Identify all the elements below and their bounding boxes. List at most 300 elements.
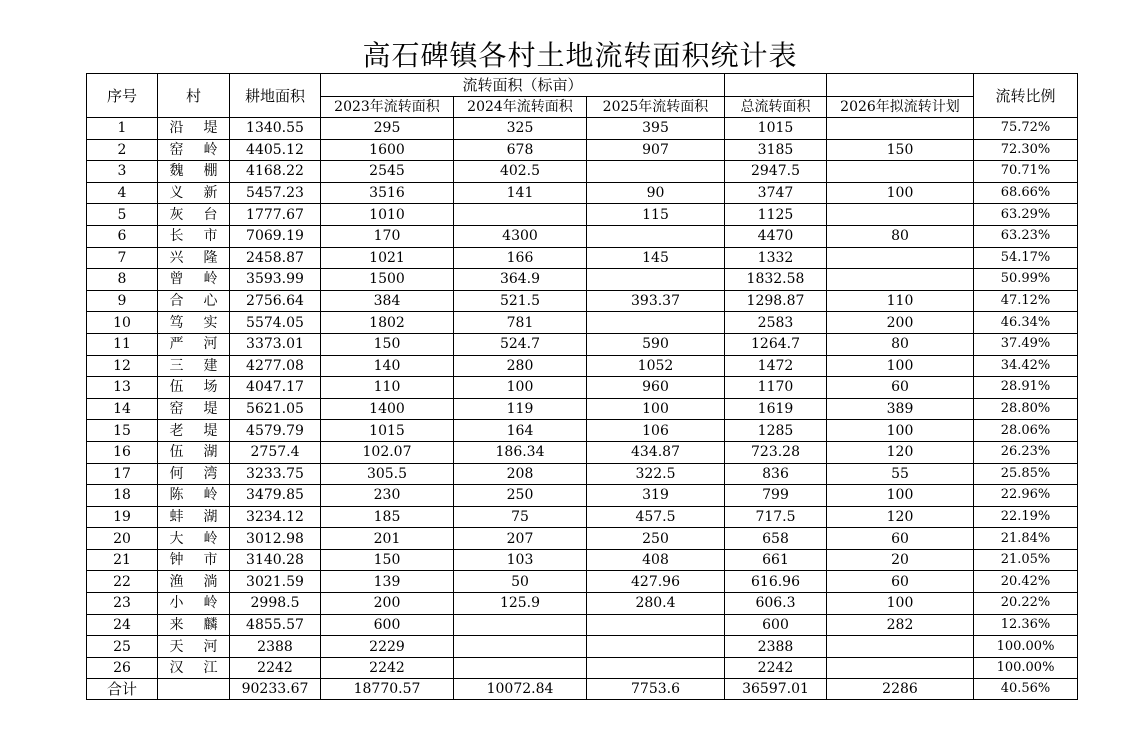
cell-y2024: 125.9	[454, 593, 587, 615]
cell-ratio: 63.23%	[974, 225, 1078, 247]
cell-total: 1472	[725, 355, 827, 377]
total-row	[87, 679, 1078, 700]
cell-seq: 1	[87, 118, 158, 140]
cell-plan2026: 100	[827, 485, 974, 507]
cell-plan2026: 110	[827, 290, 974, 312]
cell-y2025	[587, 312, 725, 334]
header-empty-plan-top	[827, 74, 974, 97]
cell-village	[158, 528, 230, 550]
header-ratio: 流转比例	[974, 74, 1078, 118]
cell-seq: 9	[87, 290, 158, 312]
cell-farmland: 1777.67	[230, 204, 321, 226]
cell-y2023: 2545	[321, 161, 454, 183]
cell-y2024: 208	[454, 463, 587, 485]
cell-ratio: 21.84%	[974, 528, 1078, 550]
cell-village	[158, 225, 230, 247]
cell-y2024: 141	[454, 182, 587, 204]
cell-y2023: 201	[321, 528, 454, 550]
cell-plan2026: 60	[827, 571, 974, 593]
cell-seq: 3	[87, 161, 158, 183]
cell-y2025: 590	[587, 333, 725, 355]
cell-y2023: 170	[321, 225, 454, 247]
cell-seq: 24	[87, 614, 158, 636]
cell-y2024: 325	[454, 118, 587, 140]
cell-plan2026: 150	[827, 139, 974, 161]
header-y2024: 2024年流转面积	[454, 97, 587, 118]
cell-plan2026: 60	[827, 528, 974, 550]
cell-plan2026: 120	[827, 506, 974, 528]
cell-village	[158, 463, 230, 485]
cell-y2025	[587, 614, 725, 636]
cell-total: 606.3	[725, 593, 827, 615]
cell-total: 2583	[725, 312, 827, 334]
cell-total: 3747	[725, 182, 827, 204]
cell-seq: 17	[87, 463, 158, 485]
total-ratio: 40.56%	[974, 679, 1078, 700]
table-row	[87, 657, 1078, 679]
cell-y2023: 1500	[321, 269, 454, 291]
cell-village	[158, 204, 230, 226]
cell-ratio: 25.85%	[974, 463, 1078, 485]
cell-total: 616.96	[725, 571, 827, 593]
table-row	[87, 182, 1078, 204]
cell-farmland: 3012.98	[230, 528, 321, 550]
cell-plan2026: 100	[827, 355, 974, 377]
header-plan2026: 2026年拟流转计划	[827, 97, 974, 118]
cell-y2023: 384	[321, 290, 454, 312]
cell-y2023: 1600	[321, 139, 454, 161]
village-name: 大岭	[169, 530, 218, 547]
cell-y2025: 457.5	[587, 506, 725, 528]
cell-village	[158, 118, 230, 140]
cell-total: 1125	[725, 204, 827, 226]
cell-village	[158, 420, 230, 442]
village-name: 蚌湖	[169, 508, 218, 525]
village-name: 汉江	[169, 660, 218, 677]
cell-total: 836	[725, 463, 827, 485]
village-name: 小岭	[169, 595, 218, 612]
village-name: 来麟	[169, 616, 218, 633]
cell-y2025	[587, 636, 725, 658]
cell-farmland: 2998.5	[230, 593, 321, 615]
header-y2025: 2025年流转面积	[587, 97, 725, 118]
total-farmland: 90233.67	[230, 679, 321, 700]
cell-farmland: 5574.05	[230, 312, 321, 334]
cell-ratio: 47.12%	[974, 290, 1078, 312]
cell-village	[158, 247, 230, 269]
cell-plan2026	[827, 161, 974, 183]
cell-seq: 25	[87, 636, 158, 658]
cell-y2024: 364.9	[454, 269, 587, 291]
cell-total: 1264.7	[725, 333, 827, 355]
cell-y2025: 106	[587, 420, 725, 442]
cell-village	[158, 161, 230, 183]
village-name: 义新	[169, 185, 218, 202]
cell-plan2026: 100	[827, 420, 974, 442]
cell-ratio: 34.42%	[974, 355, 1078, 377]
cell-y2024: 678	[454, 139, 587, 161]
cell-farmland: 7069.19	[230, 225, 321, 247]
cell-ratio: 21.05%	[974, 549, 1078, 571]
cell-y2023: 139	[321, 571, 454, 593]
header-row-1	[87, 74, 1078, 97]
cell-y2024: 280	[454, 355, 587, 377]
table-row	[87, 247, 1078, 269]
cell-plan2026: 80	[827, 333, 974, 355]
cell-y2025: 115	[587, 204, 725, 226]
cell-plan2026: 120	[827, 441, 974, 463]
cell-farmland: 4579.79	[230, 420, 321, 442]
cell-y2025: 907	[587, 139, 725, 161]
cell-y2023: 102.07	[321, 441, 454, 463]
cell-farmland: 4277.08	[230, 355, 321, 377]
cell-ratio: 50.99%	[974, 269, 1078, 291]
cell-ratio: 28.06%	[974, 420, 1078, 442]
cell-farmland: 3593.99	[230, 269, 321, 291]
village-name: 伍场	[169, 379, 218, 396]
cell-farmland: 3233.75	[230, 463, 321, 485]
cell-total: 2388	[725, 636, 827, 658]
cell-total: 1332	[725, 247, 827, 269]
cell-plan2026	[827, 247, 974, 269]
table-row	[87, 269, 1078, 291]
cell-y2024: 186.34	[454, 441, 587, 463]
cell-y2025	[587, 225, 725, 247]
cell-seq: 10	[87, 312, 158, 334]
cell-y2024	[454, 204, 587, 226]
cell-ratio: 22.19%	[974, 506, 1078, 528]
cell-seq: 21	[87, 549, 158, 571]
cell-y2024: 166	[454, 247, 587, 269]
table-row	[87, 118, 1078, 140]
cell-seq: 20	[87, 528, 158, 550]
cell-seq: 12	[87, 355, 158, 377]
cell-seq: 16	[87, 441, 158, 463]
cell-seq: 2	[87, 139, 158, 161]
cell-y2023: 295	[321, 118, 454, 140]
cell-village	[158, 614, 230, 636]
table-row	[87, 377, 1078, 399]
cell-ratio: 28.80%	[974, 398, 1078, 420]
table-row	[87, 614, 1078, 636]
cell-ratio: 100.00%	[974, 657, 1078, 679]
cell-y2025: 393.37	[587, 290, 725, 312]
cell-farmland: 2388	[230, 636, 321, 658]
table-row	[87, 139, 1078, 161]
table-row	[87, 571, 1078, 593]
table-row	[87, 312, 1078, 334]
cell-farmland: 2756.64	[230, 290, 321, 312]
cell-village	[158, 657, 230, 679]
cell-y2024: 521.5	[454, 290, 587, 312]
cell-total: 1285	[725, 420, 827, 442]
cell-y2024: 781	[454, 312, 587, 334]
land-transfer-table	[86, 73, 1078, 700]
cell-y2025: 250	[587, 528, 725, 550]
cell-y2024: 50	[454, 571, 587, 593]
village-name: 曾岭	[169, 271, 218, 288]
cell-total: 1619	[725, 398, 827, 420]
cell-farmland: 2242	[230, 657, 321, 679]
cell-village	[158, 290, 230, 312]
cell-village	[158, 485, 230, 507]
village-name: 沿堤	[169, 120, 218, 137]
cell-seq: 4	[87, 182, 158, 204]
cell-y2023: 1400	[321, 398, 454, 420]
cell-y2023: 230	[321, 485, 454, 507]
cell-ratio: 12.36%	[974, 614, 1078, 636]
cell-farmland: 2458.87	[230, 247, 321, 269]
cell-farmland: 4855.57	[230, 614, 321, 636]
cell-village	[158, 312, 230, 334]
village-name: 合心	[169, 293, 218, 310]
cell-y2024: 103	[454, 549, 587, 571]
cell-seq: 13	[87, 377, 158, 399]
total-label: 合计	[87, 679, 158, 700]
cell-farmland: 1340.55	[230, 118, 321, 140]
cell-y2025: 280.4	[587, 593, 725, 615]
cell-y2025: 960	[587, 377, 725, 399]
cell-y2025: 434.87	[587, 441, 725, 463]
cell-total: 600	[725, 614, 827, 636]
cell-y2024: 100	[454, 377, 587, 399]
table-row	[87, 485, 1078, 507]
cell-farmland: 3234.12	[230, 506, 321, 528]
cell-village	[158, 182, 230, 204]
cell-ratio: 63.29%	[974, 204, 1078, 226]
cell-seq: 8	[87, 269, 158, 291]
cell-seq: 11	[87, 333, 158, 355]
cell-total: 799	[725, 485, 827, 507]
cell-ratio: 46.34%	[974, 312, 1078, 334]
cell-village	[158, 571, 230, 593]
cell-ratio: 28.91%	[974, 377, 1078, 399]
cell-seq: 15	[87, 420, 158, 442]
cell-plan2026: 100	[827, 593, 974, 615]
sheet-title: 高石碑镇各村土地流转面积统计表	[362, 39, 798, 72]
header-total: 总流转面积	[725, 97, 827, 118]
cell-village	[158, 398, 230, 420]
header-empty-total-top	[725, 74, 827, 97]
village-name: 兴隆	[169, 249, 218, 266]
cell-ratio: 100.00%	[974, 636, 1078, 658]
cell-total: 723.28	[725, 441, 827, 463]
cell-total: 1170	[725, 377, 827, 399]
cell-plan2026: 20	[827, 549, 974, 571]
table-row	[87, 549, 1078, 571]
cell-total: 2947.5	[725, 161, 827, 183]
cell-village	[158, 593, 230, 615]
cell-y2024: 250	[454, 485, 587, 507]
cell-farmland: 3373.01	[230, 333, 321, 355]
cell-y2025: 408	[587, 549, 725, 571]
table-row	[87, 204, 1078, 226]
village-name: 陈岭	[169, 487, 218, 504]
village-name: 伍湖	[169, 444, 218, 461]
cell-farmland: 3140.28	[230, 549, 321, 571]
cell-y2023: 200	[321, 593, 454, 615]
cell-farmland: 4168.22	[230, 161, 321, 183]
cell-total: 1015	[725, 118, 827, 140]
cell-seq: 18	[87, 485, 158, 507]
total-plan2026: 2286	[827, 679, 974, 700]
cell-ratio: 37.49%	[974, 333, 1078, 355]
cell-plan2026: 282	[827, 614, 974, 636]
cell-y2025: 319	[587, 485, 725, 507]
total-y2025: 7753.6	[587, 679, 725, 700]
table-row	[87, 161, 1078, 183]
village-name: 窑岭	[169, 141, 218, 158]
village-name: 天河	[169, 638, 218, 655]
cell-plan2026	[827, 636, 974, 658]
cell-farmland: 5621.05	[230, 398, 321, 420]
cell-seq: 14	[87, 398, 158, 420]
cell-y2023: 150	[321, 549, 454, 571]
village-name: 三建	[169, 357, 218, 374]
village-name: 窑堤	[169, 401, 218, 418]
header-village: 村	[158, 74, 230, 118]
cell-y2025	[587, 657, 725, 679]
cell-village	[158, 269, 230, 291]
cell-plan2026: 60	[827, 377, 974, 399]
cell-seq: 5	[87, 204, 158, 226]
table-row	[87, 636, 1078, 658]
cell-farmland: 3021.59	[230, 571, 321, 593]
cell-village	[158, 333, 230, 355]
cell-y2023: 1802	[321, 312, 454, 334]
cell-ratio: 20.42%	[974, 571, 1078, 593]
village-name: 何湾	[169, 465, 218, 482]
cell-plan2026	[827, 118, 974, 140]
cell-y2023: 1021	[321, 247, 454, 269]
cell-y2023: 2242	[321, 657, 454, 679]
header-seq: 序号	[87, 74, 158, 118]
cell-y2025: 322.5	[587, 463, 725, 485]
table-row	[87, 355, 1078, 377]
table-row	[87, 528, 1078, 550]
cell-farmland: 5457.23	[230, 182, 321, 204]
cell-y2025: 427.96	[587, 571, 725, 593]
table-row	[87, 593, 1078, 615]
cell-y2025: 395	[587, 118, 725, 140]
cell-plan2026	[827, 657, 974, 679]
cell-village	[158, 506, 230, 528]
cell-total: 658	[725, 528, 827, 550]
cell-ratio: 72.30%	[974, 139, 1078, 161]
table-row	[87, 463, 1078, 485]
cell-total: 4470	[725, 225, 827, 247]
village-name: 灰台	[169, 206, 218, 223]
cell-total: 2242	[725, 657, 827, 679]
total-village	[158, 679, 230, 700]
cell-village	[158, 636, 230, 658]
cell-y2025	[587, 161, 725, 183]
cell-y2023: 140	[321, 355, 454, 377]
cell-y2023: 150	[321, 333, 454, 355]
cell-y2024: 4300	[454, 225, 587, 247]
cell-plan2026: 100	[827, 182, 974, 204]
total-y2023: 18770.57	[321, 679, 454, 700]
cell-ratio: 75.72%	[974, 118, 1078, 140]
cell-village	[158, 377, 230, 399]
cell-village	[158, 549, 230, 571]
cell-y2023: 2229	[321, 636, 454, 658]
table-row	[87, 333, 1078, 355]
table-row	[87, 225, 1078, 247]
cell-y2024	[454, 657, 587, 679]
table-row	[87, 441, 1078, 463]
table-row	[87, 420, 1078, 442]
cell-plan2026	[827, 269, 974, 291]
cell-ratio: 22.96%	[974, 485, 1078, 507]
cell-village	[158, 355, 230, 377]
cell-y2025: 90	[587, 182, 725, 204]
cell-plan2026: 80	[827, 225, 974, 247]
cell-y2024: 402.5	[454, 161, 587, 183]
cell-total: 1832.58	[725, 269, 827, 291]
cell-seq: 6	[87, 225, 158, 247]
cell-seq: 23	[87, 593, 158, 615]
cell-y2024: 524.7	[454, 333, 587, 355]
cell-y2025	[587, 269, 725, 291]
cell-village	[158, 441, 230, 463]
village-name: 渔淌	[169, 573, 218, 590]
table-row	[87, 398, 1078, 420]
cell-y2024: 75	[454, 506, 587, 528]
village-name: 钟市	[169, 552, 218, 569]
table-body	[87, 118, 1078, 679]
cell-total: 3185	[725, 139, 827, 161]
header-y2023: 2023年流转面积	[321, 97, 454, 118]
cell-ratio: 20.22%	[974, 593, 1078, 615]
cell-y2023: 600	[321, 614, 454, 636]
cell-y2023: 3516	[321, 182, 454, 204]
cell-total: 1298.87	[725, 290, 827, 312]
cell-plan2026	[827, 204, 974, 226]
village-name: 魏棚	[169, 163, 218, 180]
cell-ratio: 26.23%	[974, 441, 1078, 463]
cell-farmland: 3479.85	[230, 485, 321, 507]
cell-y2024: 119	[454, 398, 587, 420]
cell-y2025: 145	[587, 247, 725, 269]
cell-y2024	[454, 614, 587, 636]
cell-y2023: 1010	[321, 204, 454, 226]
cell-plan2026: 200	[827, 312, 974, 334]
cell-ratio: 68.66%	[974, 182, 1078, 204]
table-row	[87, 290, 1078, 312]
header-transfer-group: 流转面积（标亩）	[321, 74, 725, 97]
cell-farmland: 4405.12	[230, 139, 321, 161]
cell-plan2026: 55	[827, 463, 974, 485]
cell-ratio: 54.17%	[974, 247, 1078, 269]
cell-y2023: 110	[321, 377, 454, 399]
cell-y2024: 164	[454, 420, 587, 442]
cell-y2023: 305.5	[321, 463, 454, 485]
cell-y2023: 185	[321, 506, 454, 528]
total-total: 36597.01	[725, 679, 827, 700]
cell-farmland: 4047.17	[230, 377, 321, 399]
cell-y2023: 1015	[321, 420, 454, 442]
cell-seq: 26	[87, 657, 158, 679]
header-farmland: 耕地面积	[230, 74, 321, 118]
cell-seq: 22	[87, 571, 158, 593]
cell-y2024	[454, 636, 587, 658]
cell-y2025: 1052	[587, 355, 725, 377]
cell-y2024: 207	[454, 528, 587, 550]
village-name: 笃实	[169, 314, 218, 331]
cell-y2025: 100	[587, 398, 725, 420]
total-y2024: 10072.84	[454, 679, 587, 700]
